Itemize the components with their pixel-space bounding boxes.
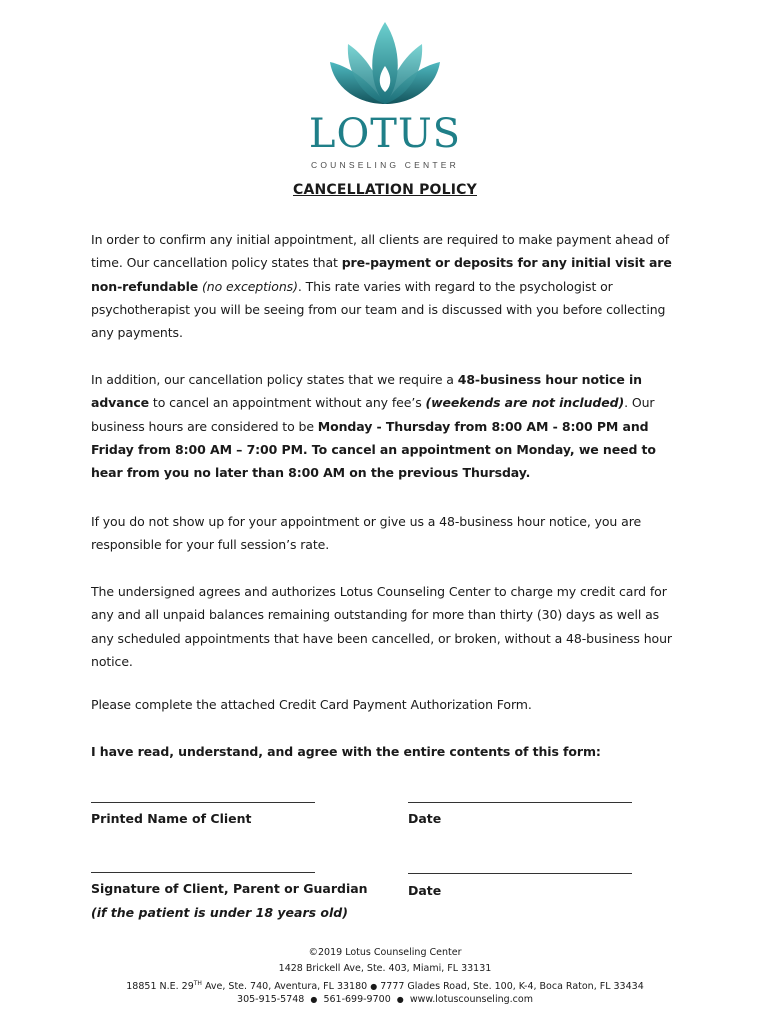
website-link[interactable]: www.lotuscounseling.com [409,994,533,1005]
italic-text: (no exceptions) [198,278,298,294]
lotus-flower-icon [328,18,442,110]
date-line-1[interactable] [408,802,632,803]
paragraph-agreement: I have read, understand, and agree with the entire contents of this form: [91,744,601,759]
bullet-icon: ● [370,982,378,992]
minor-note: (if the patient is under 18 years old) [91,905,348,920]
text: Ave, Ste. 740, Aventura, FL 33180 [201,981,368,993]
paragraph-prepayment [91,228,681,344]
text: 18851 N.E. 29 [126,981,194,993]
printed-name-line[interactable] [91,802,315,803]
footer-copyright: ©2019 Lotus Counseling Center [308,947,462,958]
phone-1: 305-915-5748 [237,994,305,1005]
bold-italic-text: (weekends are not included) [425,395,625,411]
bold-text: 48-business hour notice in advance [91,372,642,411]
text: to cancel an appointment without any fee’s [149,395,426,411]
signature-line[interactable] [91,872,315,873]
signature-label: Signature of Client, Parent or Guardian [91,881,368,896]
footer-address-miami: 1428 Brickell Ave, Ste. 403, Miami, FL 33131 [278,963,492,974]
date-label-1: Date [408,811,442,826]
logo-subtitle: COUNSELING CENTER [311,160,459,170]
text: 7777 Glades Road, Ste. 100, K-4, Boca Raton, FL 33434 [380,981,644,993]
bullet-icon: ● [396,995,404,1004]
text: . This rate varies with regard to the psychologist or psychotherapist you will be seeing from our team and is discussed with you before collecting any payments. [91,278,666,341]
footer-contact [0,992,770,1008]
date-label-2: Date [408,883,442,898]
phone-2: 561-699-9700 [323,994,391,1005]
text: In order to confirm any initial appointment, all clients are required to make payment ahead of time. Our cancellation policy states that [91,232,670,271]
bold-text: Monday - Thursday from 8:00 AM - 8:00 PM and Friday from 8:00 AM – 7:00 PM. To cancel an appointment on Monday, we need to hear from you no later than 8:00 AM on the previous Thursday. [91,418,656,481]
paragraph-authorization: The undersigned agrees and authorizes Lotus Counseling Center to charge my credit card for any and all unpaid balances remaining outstanding for more than thirty (30) days as well as any scheduled appointments that have been cancelled, or broken, without a 48-business hour notice. [91,584,672,669]
logo-wordmark: LOTUS [308,111,462,157]
paragraph-complete-form: Please complete the attached Credit Card Payment Authorization Form. [91,697,532,712]
date-line-2[interactable] [408,873,632,874]
page-title: CANCELLATION POLICY [292,182,477,198]
paragraph-notice [91,368,681,484]
bullet-icon: ● [310,995,318,1004]
printed-name-label: Printed Name of Client [91,811,252,826]
bold-text: pre-payment or deposits for any initial visit are non-refundable [91,255,672,294]
superscript: TH [193,980,202,987]
text: In addition, our cancellation policy states that we require a [91,372,458,387]
text: . Our business hours are considered to be [91,395,655,434]
lotus-logo [300,18,470,170]
paragraph-no-show: If you do not show up for your appointment or give us a 48-business hour notice, you are responsible for your full session’s rate. [91,514,642,553]
